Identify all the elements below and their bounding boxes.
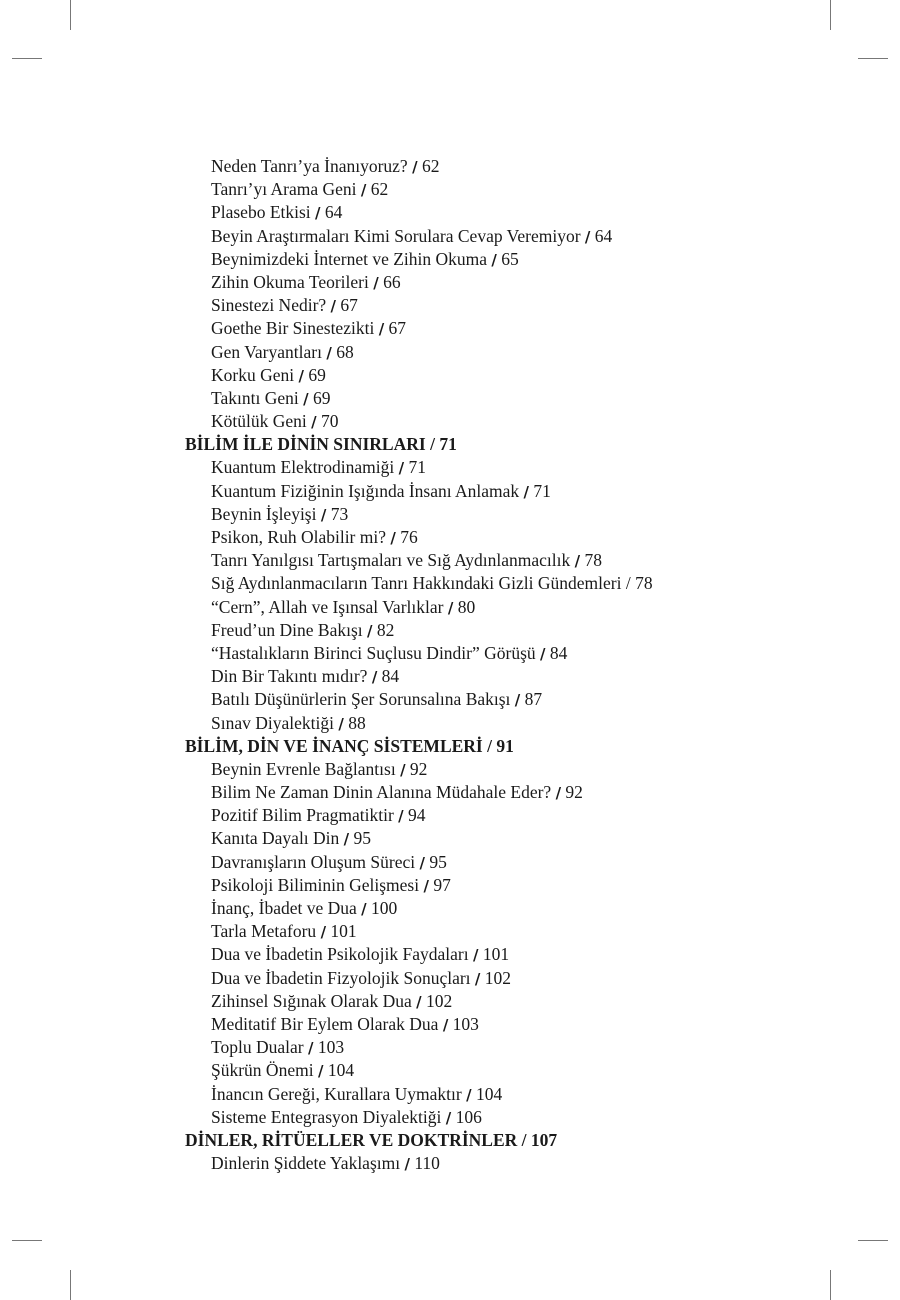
toc-page-number: 71 bbox=[408, 457, 426, 478]
crop-mark-right-top bbox=[858, 58, 888, 59]
toc-entry bbox=[185, 1036, 845, 1059]
toc-title: BİLİM İLE DİNİN SINIRLARI bbox=[185, 434, 426, 455]
toc-entry bbox=[185, 712, 845, 735]
toc-page-number: 102 bbox=[425, 990, 453, 1011]
toc-page-number: 66 bbox=[383, 271, 401, 292]
toc-page-number: 95 bbox=[353, 828, 372, 849]
toc-separator: / bbox=[378, 320, 385, 339]
toc-page-number: 104 bbox=[327, 1060, 355, 1081]
toc-separator: / bbox=[584, 227, 591, 246]
toc-entry bbox=[185, 526, 845, 549]
toc-separator: / bbox=[315, 204, 321, 223]
toc-title: Şükrün Önemi bbox=[211, 1060, 314, 1081]
toc-title: Beyin Araştırmaları Kimi Sorulara Cevap Veremiyor bbox=[211, 225, 581, 246]
toc-entry bbox=[185, 456, 845, 479]
toc-title: Beynin Evrenle Bağlantısı bbox=[211, 758, 396, 779]
toc-title: İnanç, İbadet ve Dua bbox=[211, 898, 357, 918]
toc-title: Davranışların Oluşum Süreci bbox=[211, 851, 416, 872]
toc-page-number: 78 bbox=[584, 550, 602, 571]
toc-title: Beynin İşleyişi bbox=[211, 503, 317, 524]
crop-mark-bottom-left bbox=[70, 1270, 71, 1300]
toc-title: Psikon, Ruh Olabilir mi? bbox=[211, 527, 386, 547]
toc-title: Dua ve İbadetin Psikolojik Faydaları bbox=[211, 944, 469, 965]
toc-entry bbox=[185, 897, 845, 920]
toc-page-number: 91 bbox=[496, 735, 514, 756]
toc-section-heading bbox=[185, 735, 845, 758]
crop-mark-bottom-right bbox=[830, 1270, 831, 1300]
toc-separator: / bbox=[412, 158, 418, 176]
toc-entry bbox=[185, 665, 845, 688]
crop-mark-left-top bbox=[12, 58, 42, 59]
toc-title: Tanrı Yanılgısı Tartışmaları ve Sığ Aydınlanmacılık bbox=[211, 550, 571, 571]
toc-separator: / bbox=[307, 1039, 314, 1058]
toc-separator: / bbox=[487, 735, 492, 756]
toc-page-number: 84 bbox=[381, 666, 400, 687]
toc-page-number: 80 bbox=[457, 596, 476, 617]
toc-title: Freud’un Dine Bakışı bbox=[211, 619, 363, 640]
toc-entry bbox=[185, 920, 845, 943]
toc-title: Din Bir Takıntı mıdır? bbox=[211, 666, 368, 687]
table-of-contents bbox=[185, 155, 845, 1175]
toc-separator: / bbox=[423, 876, 429, 895]
toc-page-number: 95 bbox=[429, 851, 447, 872]
toc-separator: / bbox=[540, 644, 546, 663]
toc-page-number: 103 bbox=[317, 1037, 345, 1058]
toc-title: “Hastalıkların Birinci Suçlusu Dindir” Görüşü bbox=[211, 642, 536, 663]
toc-entry bbox=[185, 341, 845, 364]
toc-entry bbox=[185, 619, 845, 642]
toc-title: Goethe Bir Sinestezikti bbox=[211, 318, 375, 339]
toc-page-number: 106 bbox=[455, 1106, 482, 1127]
toc-page-number: 78 bbox=[635, 573, 653, 594]
toc-page-number: 84 bbox=[549, 642, 568, 663]
toc-title: Zihin Okuma Teorileri bbox=[211, 271, 369, 292]
toc-separator: / bbox=[447, 598, 454, 617]
toc-entry bbox=[185, 642, 845, 665]
toc-separator: / bbox=[320, 505, 327, 524]
toc-entry bbox=[185, 781, 845, 804]
toc-entry bbox=[185, 1083, 845, 1106]
toc-separator: / bbox=[298, 366, 304, 385]
toc-title: Pozitif Bilim Pragmatiktir bbox=[211, 805, 394, 826]
toc-page-number: 87 bbox=[524, 689, 543, 710]
toc-entry bbox=[185, 804, 845, 827]
toc-separator: / bbox=[311, 413, 317, 432]
toc-separator: / bbox=[343, 830, 350, 849]
toc-title: DİNLER, RİTÜELLER VE DOKTRİNLER bbox=[185, 1129, 518, 1150]
toc-section-heading bbox=[185, 433, 845, 456]
toc-page-number: 94 bbox=[408, 805, 426, 826]
toc-entry bbox=[185, 1013, 845, 1036]
toc-title: Neden Tanrı’ya İnanıyoruz? bbox=[211, 156, 408, 176]
toc-page-number: 110 bbox=[414, 1153, 440, 1174]
toc-page-number: 62 bbox=[421, 156, 440, 176]
toc-separator: / bbox=[338, 714, 344, 733]
toc-page-number: 76 bbox=[400, 527, 418, 547]
toc-title: Tarla Metaforu bbox=[211, 921, 317, 942]
toc-entry bbox=[185, 1152, 845, 1175]
crop-mark-top-left bbox=[70, 0, 71, 30]
toc-title: İnancın Gereği, Kurallara Uymaktır bbox=[211, 1083, 462, 1104]
toc-page-number: 103 bbox=[452, 1013, 479, 1034]
toc-separator: / bbox=[514, 691, 521, 710]
toc-entry bbox=[185, 317, 845, 340]
toc-entry bbox=[185, 480, 845, 503]
toc-page-number: 73 bbox=[330, 503, 349, 524]
toc-page-number: 64 bbox=[594, 225, 613, 246]
toc-separator: / bbox=[523, 482, 530, 501]
toc-separator: / bbox=[521, 1129, 527, 1150]
toc-separator: / bbox=[390, 529, 396, 547]
toc-title: Dinlerin Şiddete Yaklaşımı bbox=[211, 1153, 401, 1174]
crop-mark-top-right bbox=[830, 0, 831, 30]
toc-entry bbox=[185, 688, 845, 711]
toc-title: Zihinsel Sığınak Olarak Dua bbox=[211, 990, 412, 1011]
toc-page-number: 97 bbox=[433, 874, 451, 895]
toc-title: Gen Varyantları bbox=[211, 341, 322, 362]
toc-page-number: 101 bbox=[482, 944, 510, 965]
toc-title: Tanrı’yı Arama Geni bbox=[211, 179, 357, 200]
toc-page-number: 92 bbox=[409, 758, 428, 779]
toc-page-number: 67 bbox=[340, 295, 358, 316]
toc-entry bbox=[185, 827, 845, 850]
toc-entry bbox=[185, 758, 845, 781]
toc-entry bbox=[185, 874, 845, 897]
toc-separator: / bbox=[361, 900, 367, 918]
toc-separator: / bbox=[398, 807, 404, 826]
toc-separator: / bbox=[491, 250, 497, 269]
toc-separator: / bbox=[360, 181, 367, 200]
toc-entry bbox=[185, 248, 845, 271]
toc-page-number: 100 bbox=[371, 898, 398, 918]
toc-title: Sınav Diyalektiği bbox=[211, 712, 334, 733]
toc-entry bbox=[185, 596, 845, 619]
toc-title: Kuantum Elektrodinamiği bbox=[211, 457, 395, 478]
toc-entry bbox=[185, 201, 845, 224]
toc-page-number: 70 bbox=[321, 411, 339, 432]
toc-entry bbox=[185, 503, 845, 526]
toc-separator: / bbox=[330, 297, 337, 316]
toc-title: Takıntı Geni bbox=[211, 387, 299, 408]
toc-entry bbox=[185, 225, 845, 248]
toc-title: Dua ve İbadetin Fizyolojik Sonuçları bbox=[211, 967, 471, 988]
toc-separator: / bbox=[445, 1108, 452, 1127]
toc-entry bbox=[185, 943, 845, 966]
toc-separator: / bbox=[326, 343, 332, 362]
toc-page-number: 88 bbox=[348, 712, 366, 733]
toc-entry bbox=[185, 294, 845, 317]
toc-entry bbox=[185, 967, 845, 990]
toc-title: Sinestezi Nedir? bbox=[211, 295, 327, 316]
toc-title: Sisteme Entegrasyon Diyalektiği bbox=[211, 1106, 442, 1127]
toc-page-number: 71 bbox=[439, 434, 457, 455]
toc-title: Kötülük Geni bbox=[211, 411, 307, 432]
crop-mark-right-bottom bbox=[858, 1240, 888, 1241]
toc-page-number: 92 bbox=[565, 782, 583, 803]
crop-mark-left-bottom bbox=[12, 1240, 42, 1241]
toc-title: Kanıta Dayalı Din bbox=[211, 828, 340, 849]
toc-page-number: 64 bbox=[324, 202, 343, 223]
toc-separator: / bbox=[317, 1062, 324, 1081]
toc-entry bbox=[185, 990, 845, 1013]
toc-entry bbox=[185, 410, 845, 433]
toc-separator: / bbox=[466, 1085, 472, 1104]
toc-page-number: 101 bbox=[330, 921, 357, 942]
toc-separator: / bbox=[320, 923, 327, 942]
toc-entry bbox=[185, 851, 845, 874]
toc-title: Sığ Aydınlanmacıların Tanrı Hakkındaki Gizli Gündemleri bbox=[211, 573, 622, 594]
toc-title: Meditatif Bir Eylem Olarak Dua bbox=[211, 1013, 439, 1034]
toc-title: Korku Geni bbox=[211, 364, 295, 385]
toc-separator: / bbox=[371, 668, 378, 687]
toc-entry bbox=[185, 178, 845, 201]
toc-separator: / bbox=[472, 946, 479, 965]
toc-page-number: 69 bbox=[312, 387, 331, 408]
toc-separator: / bbox=[303, 389, 309, 408]
toc-separator: / bbox=[474, 969, 481, 988]
toc-separator: / bbox=[404, 1155, 410, 1174]
toc-separator: / bbox=[398, 459, 405, 478]
toc-separator: / bbox=[625, 573, 631, 594]
toc-separator: / bbox=[400, 760, 406, 779]
toc-title: Beynimizdeki İnternet ve Zihin Okuma bbox=[211, 248, 488, 269]
toc-page-number: 104 bbox=[475, 1083, 503, 1104]
toc-title: Toplu Dualar bbox=[211, 1037, 304, 1058]
toc-separator: / bbox=[430, 434, 435, 455]
toc-title: BİLİM, DİN VE İNANÇ SİSTEMLERİ bbox=[185, 735, 483, 756]
toc-separator: / bbox=[574, 552, 581, 571]
toc-title: Plasebo Etkisi bbox=[211, 202, 316, 223]
toc-separator: / bbox=[373, 273, 379, 292]
toc-page-number: 67 bbox=[388, 318, 407, 339]
toc-page-number: 68 bbox=[336, 341, 354, 362]
toc-title: Batılı Düşünürlerin Şer Sorunsalına Bakışı bbox=[211, 689, 511, 710]
toc-page-number: 82 bbox=[376, 619, 395, 640]
toc-entry bbox=[185, 271, 845, 294]
toc-entry bbox=[185, 155, 845, 178]
toc-entry bbox=[185, 1106, 845, 1129]
toc-title: Psikoloji Biliminin Gelişmesi bbox=[211, 874, 420, 895]
toc-separator: / bbox=[442, 1015, 449, 1034]
toc-separator: / bbox=[555, 784, 562, 803]
toc-section-heading bbox=[185, 1129, 845, 1152]
toc-separator: / bbox=[367, 621, 373, 640]
toc-title: Bilim Ne Zaman Dinin Alanına Müdahale Eder? bbox=[211, 782, 552, 803]
toc-title: Kuantum Fiziğinin Işığında İnsanı Anlamak bbox=[211, 480, 520, 501]
toc-page-number: 71 bbox=[533, 480, 551, 501]
toc-entry bbox=[185, 572, 845, 595]
toc-separator: / bbox=[416, 992, 422, 1011]
toc-page-number: 62 bbox=[370, 179, 389, 200]
toc-entry bbox=[185, 387, 845, 410]
toc-page-number: 102 bbox=[484, 967, 512, 988]
toc-entry bbox=[185, 364, 845, 387]
toc-separator: / bbox=[419, 853, 425, 872]
toc-entry bbox=[185, 1059, 845, 1082]
toc-title: “Cern”, Allah ve Işınsal Varlıklar bbox=[211, 596, 444, 617]
toc-page-number: 65 bbox=[501, 248, 519, 269]
toc-entry bbox=[185, 549, 845, 572]
toc-page-number: 69 bbox=[308, 364, 326, 385]
toc-page-number: 107 bbox=[530, 1129, 558, 1150]
